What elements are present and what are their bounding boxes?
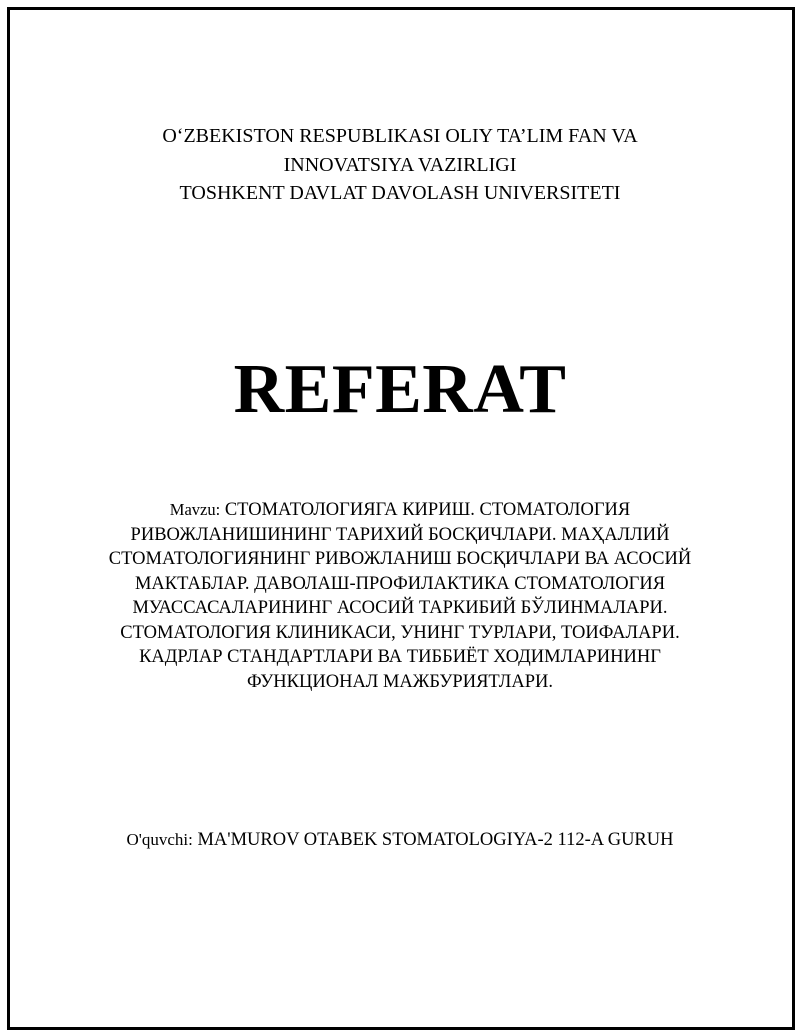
- ministry-line-1: O‘ZBEKISTON RESPUBLIKASI OLIY TA’LIM FAN VA: [162, 125, 638, 147]
- university-name: TOSHKENT DAVLAT DAVOLASH UNIVERSITETI: [179, 182, 621, 204]
- topic-paragraph: [100, 498, 700, 694]
- document-title: REFERAT: [233, 351, 567, 428]
- ministry-header: [0, 122, 800, 208]
- ministry-line-2: INNOVATSIYA VAZIRLIGI: [283, 153, 517, 176]
- student-info: MA'MUROV OTABEK STOMATOLOGIYA-2 112-A GURUH: [197, 830, 674, 850]
- student-line: [0, 828, 800, 852]
- topic-text: СТОМАТОЛОГИЯГА КИРИШ. СТОМАТОЛОГИЯ РИВОЖЛАНИШИНИНГ ТАРИХИЙ БОСҚИЧЛАРИ. МАҲАЛЛИЙ СТОМАТОЛОГИЯНИНГ РИВОЖЛАНИШ БОСҚИЧЛАРИ ВА АСОСИЙ МАКТАБЛАР. ДАВОЛАШ-ПРОФИЛАКТИКА СТОМАТОЛОГИЯ МУАССАСАЛАРИНИНГ АСОСИЙ ТАРКИБИЙ БЎЛИНМАЛАРИ. СТОМАТОЛОГИЯ КЛИНИКАСИ, УНИНГ ТУРЛАРИ, ТОИФАЛАРИ. КАДРЛАР СТАНДАРТЛАРИ ВА ТИББИЁТ ХОДИМЛАРИНИНГ ФУНКЦИОНАЛ МАЖБУРИЯТЛАРИ.: [108, 500, 692, 692]
- topic-label: Mavzu:: [169, 500, 221, 519]
- student-label: O'quvchi:: [126, 830, 193, 849]
